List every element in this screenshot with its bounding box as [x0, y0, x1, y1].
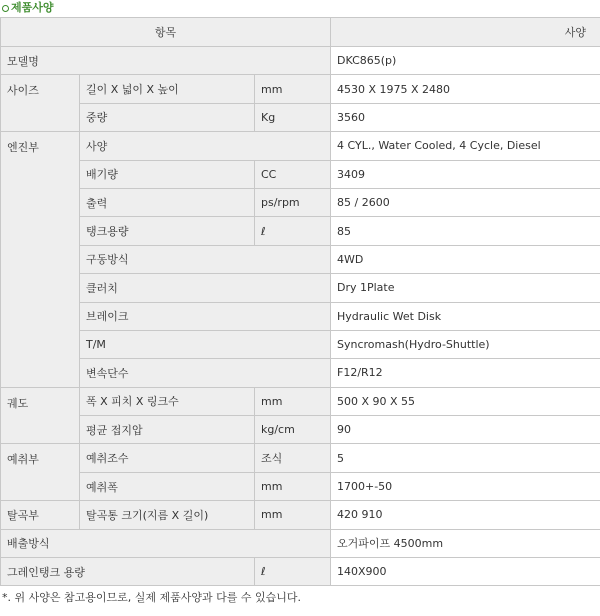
row-category: 탈곡부	[1, 501, 80, 529]
row-value: 90	[331, 416, 600, 444]
circle-bullet-icon	[2, 5, 9, 12]
table-row	[1, 416, 600, 444]
table-row	[1, 274, 600, 302]
table-row	[1, 330, 600, 358]
row-label: 탈곡통 크기(지름 X 길이)	[80, 501, 255, 529]
row-value: Dry 1Plate	[331, 274, 600, 302]
row-label: 폭 X 피치 X 링크수	[80, 387, 255, 415]
row-value: 5	[331, 444, 600, 472]
row-value: DKC865(p)	[331, 47, 600, 75]
table-row	[1, 359, 600, 387]
row-value: F12/R12	[331, 359, 600, 387]
table-row	[1, 444, 600, 472]
table-header-row	[1, 18, 600, 47]
header-spec: 사양	[331, 18, 600, 47]
row-unit: mm	[255, 472, 331, 500]
row-label: 구동방식	[80, 245, 331, 273]
row-label: 사양	[80, 132, 331, 160]
row-label: 중량	[80, 103, 255, 131]
table-row	[1, 188, 600, 216]
row-value: 500 X 90 X 55	[331, 387, 600, 415]
row-label: 브레이크	[80, 302, 331, 330]
row-category: 사이즈	[1, 75, 80, 132]
row-value: 85 / 2600	[331, 188, 600, 216]
row-unit: mm	[255, 501, 331, 529]
section-title	[2, 0, 54, 16]
header-item: 항목	[1, 18, 331, 47]
table-row	[1, 501, 600, 529]
row-unit: ℓ	[255, 558, 331, 586]
row-label: 클러치	[80, 274, 331, 302]
row-value: Syncromash(Hydro-Shuttle)	[331, 330, 600, 358]
row-label: 그레인탱크 용량	[1, 558, 255, 586]
section-title-text: 제품사양	[11, 1, 54, 14]
row-label: T/M	[80, 330, 331, 358]
row-value: 4 CYL., Water Cooled, 4 Cycle, Diesel	[331, 132, 600, 160]
row-unit: Kg	[255, 103, 331, 131]
table-row	[1, 47, 600, 75]
row-value: 420 910	[331, 501, 600, 529]
row-label: 배출방식	[1, 529, 331, 557]
table-row	[1, 217, 600, 245]
table-row	[1, 75, 600, 103]
row-unit: mm	[255, 75, 331, 103]
row-value: 1700+-50	[331, 472, 600, 500]
row-label: 길이 X 넓이 X 높이	[80, 75, 255, 103]
row-label: 변속단수	[80, 359, 331, 387]
row-value: 140X900	[331, 558, 600, 586]
table-row	[1, 103, 600, 131]
disclaimer-note: *. 위 사양은 참고용이므로, 실제 제품사양과 다를 수 있습니다.	[2, 591, 301, 604]
row-unit: mm	[255, 387, 331, 415]
table-row	[1, 387, 600, 415]
table-row	[1, 558, 600, 586]
table-row	[1, 302, 600, 330]
row-label: 출력	[80, 188, 255, 216]
row-category: 예취부	[1, 444, 80, 501]
table-row	[1, 529, 600, 557]
row-value: 4530 X 1975 X 2480	[331, 75, 600, 103]
row-category: 궤도	[1, 387, 80, 444]
row-label: 예취조수	[80, 444, 255, 472]
table-row	[1, 132, 600, 160]
spec-table	[0, 17, 600, 586]
row-label: 예취폭	[80, 472, 255, 500]
row-value: 3409	[331, 160, 600, 188]
row-unit: ℓ	[255, 217, 331, 245]
row-value: 85	[331, 217, 600, 245]
row-value: 3560	[331, 103, 600, 131]
table-row	[1, 472, 600, 500]
row-label: 탱크용량	[80, 217, 255, 245]
table-row	[1, 160, 600, 188]
row-unit: kg/cm	[255, 416, 331, 444]
row-unit: ps/rpm	[255, 188, 331, 216]
row-category: 엔진부	[1, 132, 80, 388]
row-value: Hydraulic Wet Disk	[331, 302, 600, 330]
row-unit: CC	[255, 160, 331, 188]
row-label: 모델명	[1, 47, 331, 75]
row-unit: 조식	[255, 444, 331, 472]
table-row	[1, 245, 600, 273]
row-label: 평균 접지압	[80, 416, 255, 444]
row-value: 오거파이프 4500mm	[331, 529, 600, 557]
row-label: 배기량	[80, 160, 255, 188]
row-value: 4WD	[331, 245, 600, 273]
